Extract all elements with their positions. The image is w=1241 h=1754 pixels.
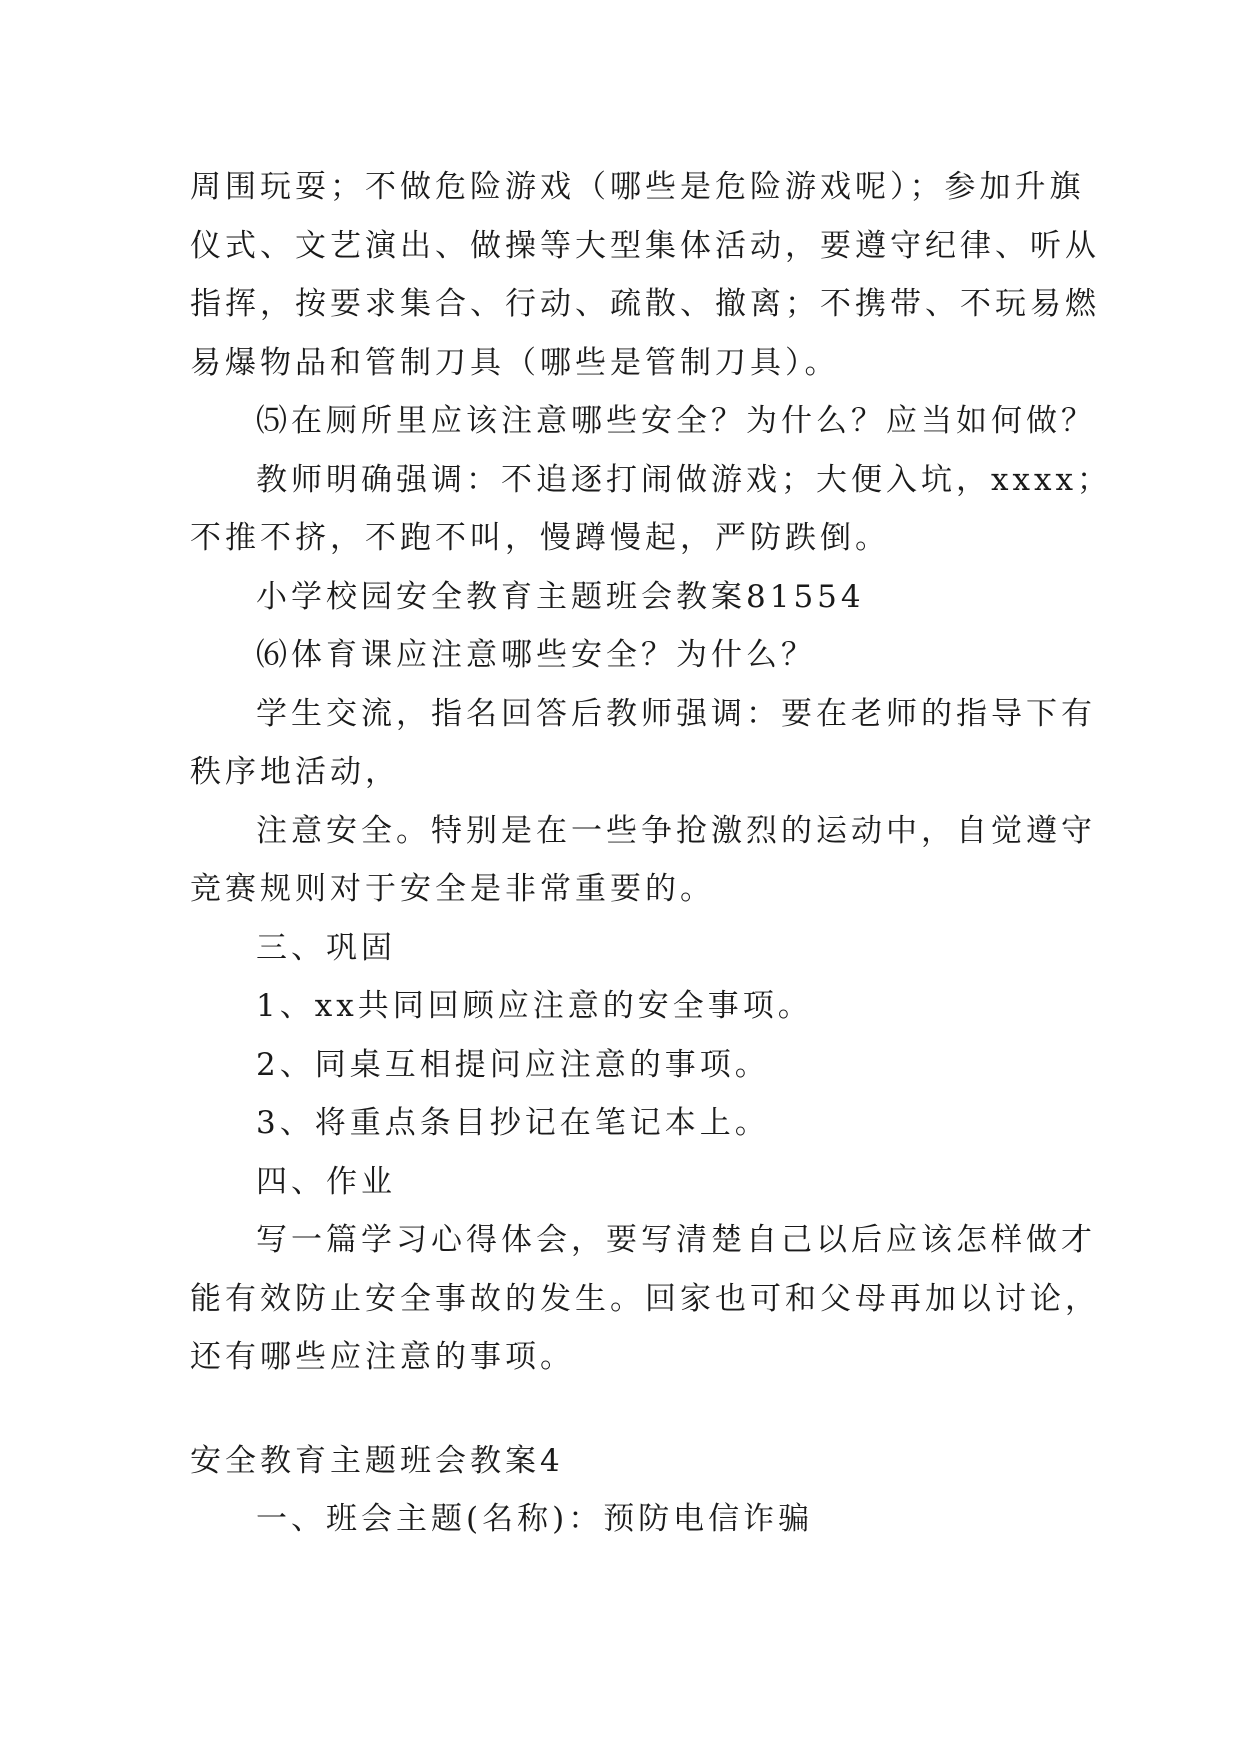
paragraph-line: 不推不挤，不跑不叫，慢蹲慢起，严防跌倒。 xyxy=(190,520,890,556)
document-body xyxy=(190,158,1112,1549)
section-heading: 一、班会主题(名称)：预防电信诈骗 xyxy=(256,1501,814,1537)
list-item: 3、将重点条目抄记在笔记本上。 xyxy=(256,1105,770,1141)
section-heading: 三、巩固 xyxy=(256,929,396,966)
section-title: 小学校园安全教育主题班会教案81554 xyxy=(256,578,865,615)
paragraph-line: 能有效防止安全事故的发生。回家也可和父母再加以讨论， xyxy=(190,1280,1100,1317)
paragraph-line: 仪式、文艺演出、做操等大型集体活动，要遵守纪律、听从 xyxy=(190,227,1100,264)
paragraph-line: 竞赛规则对于安全是非常重要的。 xyxy=(190,871,715,907)
paragraph-line: 写一篇学习心得体会，要写清楚自己以后应该怎样做才 xyxy=(256,1222,1096,1258)
paragraph-line: 易爆物品和管制刀具（哪些是管制刀具）。 xyxy=(190,344,840,381)
paragraph-line: 注意安全。特别是在一些争抢激烈的运动中，自觉遵守 xyxy=(256,812,1096,849)
list-item: 2、同桌互相提问应注意的事项。 xyxy=(256,1046,770,1083)
paragraph-line: 指挥，按要求集合、行动、疏散、撤离；不携带、不玩易燃 xyxy=(190,286,1100,322)
paragraph-line: 教师明确强调：不追逐打闹做游戏；大便入坑，xxxx； xyxy=(256,461,1112,498)
paragraph-line: 学生交流，指名回答后教师强调：要在老师的指导下有 xyxy=(256,695,1096,732)
section-heading: 四、作业 xyxy=(256,1163,396,1200)
list-item: 1、xx共同回顾应注意的安全事项。 xyxy=(256,988,813,1024)
paragraph-line: 还有哪些应注意的事项。 xyxy=(190,1339,575,1375)
question-line: ⑸在厕所里应该注意哪些安全？为什么？应当如何做？ xyxy=(256,403,1096,439)
question-line: ⑹体育课应注意哪些安全？为什么？ xyxy=(256,637,816,673)
document-title: 安全教育主题班会教案4 xyxy=(190,1442,564,1479)
paragraph-line: 周围玩耍；不做危险游戏（哪些是危险游戏呢）；参加升旗 xyxy=(190,169,1085,205)
section-gap xyxy=(190,1387,1060,1432)
paragraph-line: 秩序地活动， xyxy=(190,754,400,790)
